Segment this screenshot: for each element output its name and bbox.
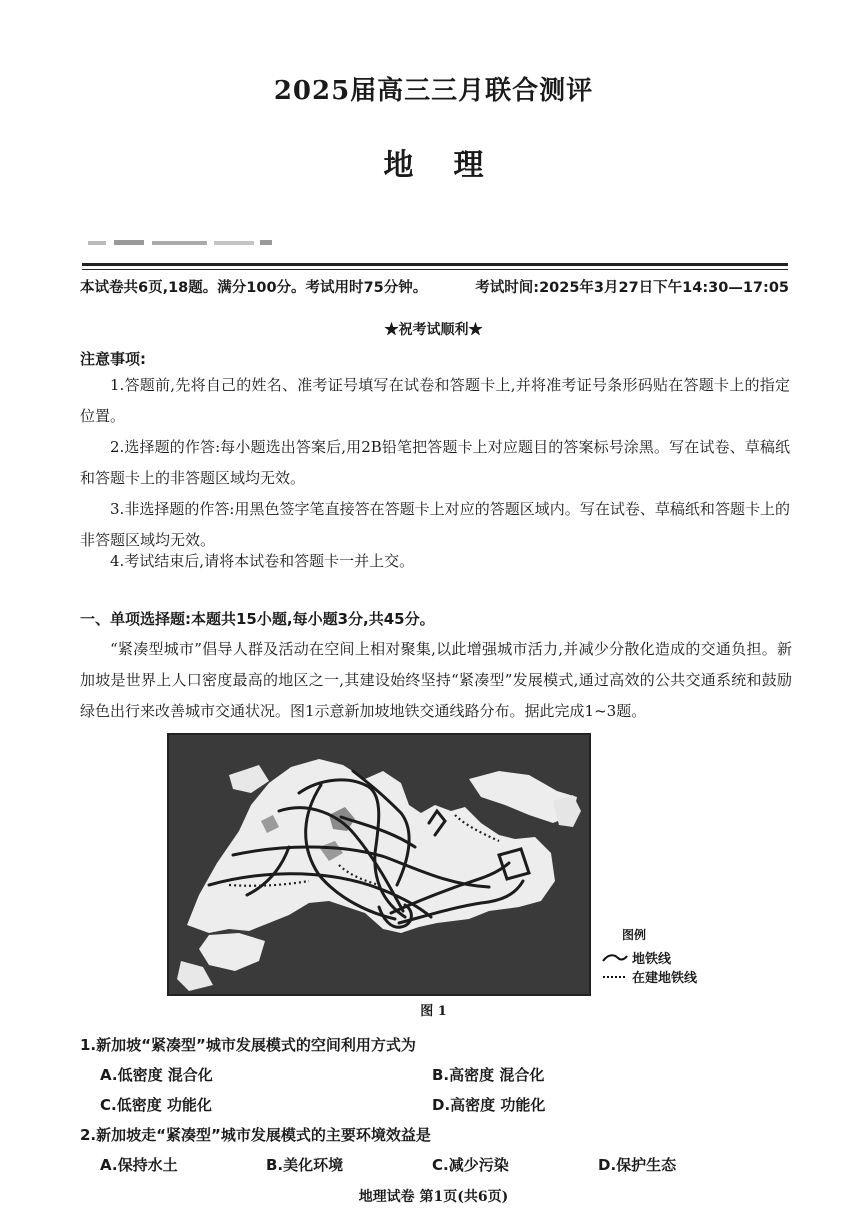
legend-label-metro: 地铁线 xyxy=(632,952,672,967)
notice-item-4: 4.考试结束后,请将本试卷和答题卡一并上交。 xyxy=(110,552,415,570)
q2-option-a: A.保持水土 xyxy=(100,1156,178,1174)
legend-item-construction xyxy=(602,967,697,986)
q2-option-b: B.美化环境 xyxy=(266,1156,344,1174)
page-footer: 地理试卷 第1页(共6页) xyxy=(358,1189,509,1205)
subject-title: 地理 xyxy=(383,148,524,183)
header-rule-thick xyxy=(82,263,788,266)
q1-option-a: A.低密度 混合化 xyxy=(100,1066,213,1084)
exam-title: 2025届高三三月联合测评 xyxy=(273,76,594,106)
notice-item-1: 1.答题前,先将自己的姓名、准考证号填写在试卷和答题卡上,并将准考证号条形码贴在答题卡上的指定位置。 xyxy=(80,376,790,425)
q1-option-d: D.高密度 功能化 xyxy=(432,1096,546,1114)
exam-info-left: 本试卷共6页,18题。满分100分。考试用时75分钟。 xyxy=(80,280,428,296)
question-passage: “紧凑型城市”倡导人群及活动在空间上相对聚集,以此增强城市活力,并减少分散化造成的交通负担。新加坡是世界上人口密度最高的地区之一,其建设始终坚持“紧凑型”发展模式,通过高效的公共交通系统和鼓励绿色出行来改善城市交通状况。图1示意新加坡地铁交通线路分布。据此完成1~3题。 xyxy=(80,640,792,720)
legend-item-metro xyxy=(602,948,671,967)
scan-smudge xyxy=(88,238,278,248)
q2-option-c: C.减少污染 xyxy=(432,1156,509,1174)
notice-item-2: 2.选择题的作答:每小题选出答案后,用2B铅笔把答题卡上对应题目的答案标号涂黑。写在试卷、草稿纸和答题卡上的非答题区域均无效。 xyxy=(80,438,790,487)
map-graphic xyxy=(169,735,589,994)
exam-info-right: 考试时间:2025年3月27日下午14:30—17:05 xyxy=(475,280,789,296)
notice-item-3: 3.非选择题的作答:用黑色签字笔直接答在答题卡上对应的答题区域内。写在试卷、草稿纸和答题卡上的非答题区域均无效。 xyxy=(80,500,790,549)
header-rule-thin xyxy=(82,269,788,270)
notice-heading: 注意事项: xyxy=(80,350,146,368)
section-heading: 一、单项选择题:本题共15小题,每小题3分,共45分。 xyxy=(80,610,435,628)
question-2-stem: 2.新加坡走“紧凑型”城市发展模式的主要环境效益是 xyxy=(80,1126,431,1144)
q2-option-d: D.保护生态 xyxy=(598,1156,677,1174)
solid-line-icon xyxy=(602,953,628,963)
legend-title: 图例 xyxy=(622,928,647,942)
legend-label-construction: 在建地铁线 xyxy=(632,971,698,986)
q1-option-c: C.低密度 功能化 xyxy=(100,1096,212,1114)
singapore-metro-map xyxy=(167,733,591,996)
figure-caption: 图 1 xyxy=(420,1004,447,1019)
q1-option-b: B.高密度 混合化 xyxy=(432,1066,545,1084)
good-luck-line: ★祝考试顺利★ xyxy=(384,322,483,338)
dotted-line-icon xyxy=(602,972,628,982)
question-1-stem: 1.新加坡“紧凑型”城市发展模式的空间利用方式为 xyxy=(80,1036,416,1054)
